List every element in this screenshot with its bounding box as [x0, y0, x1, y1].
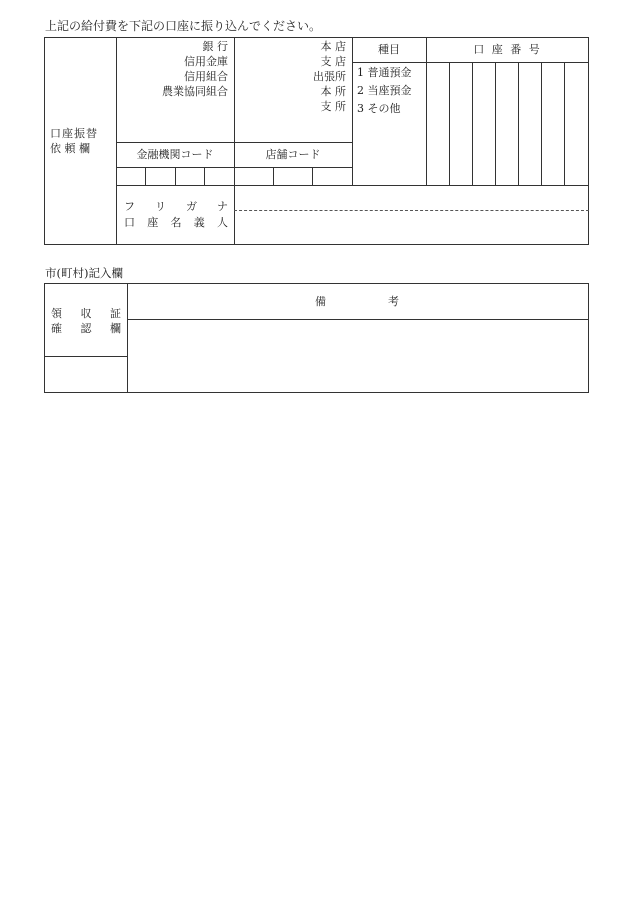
receipt-confirm-label: 確 認 欄 — [51, 322, 121, 335]
institution-type-agri-coop: 農業協同組合 — [162, 85, 228, 98]
institution-code-digit-1[interactable] — [117, 168, 145, 185]
receipt-confirm-input[interactable] — [45, 357, 127, 392]
deposit-type-other: 3 その他 — [357, 102, 401, 115]
branch-type-sub-office: 支 所 — [320, 100, 346, 113]
divider — [234, 37, 235, 185]
remarks-input[interactable] — [128, 320, 588, 392]
institution-type-credit-union: 信用組合 — [184, 70, 228, 83]
deposit-type-header: 種目 — [378, 43, 400, 56]
account-section-label: 口座振替 — [50, 127, 98, 140]
municipal-section-title: 市(町村)記入欄 — [45, 266, 123, 280]
remarks-header: 備 考 — [315, 295, 399, 308]
institution-type-bank: 銀 行 — [202, 40, 228, 53]
divider — [116, 37, 117, 245]
institution-code-digit-4[interactable] — [205, 168, 234, 185]
furigana-input[interactable] — [235, 186, 588, 210]
account-section-label-2: 依 頼 欄 — [50, 142, 90, 155]
deposit-type-current: 2 当座預金 — [357, 84, 412, 97]
divider — [352, 37, 353, 185]
account-number-digit-3[interactable] — [473, 63, 495, 184]
institution-code-label: 金融機関コード — [136, 148, 214, 161]
branch-code-digit-1[interactable] — [235, 168, 273, 185]
branch-type-branch: 支 店 — [320, 55, 346, 68]
account-holder-input[interactable] — [235, 211, 588, 244]
institution-code-digit-2[interactable] — [146, 168, 175, 185]
receipt-label: 領 収 証 — [51, 307, 121, 320]
account-number-digit-5[interactable] — [519, 63, 541, 184]
account-number-digit-1[interactable] — [427, 63, 449, 184]
branch-code-digit-2[interactable] — [274, 168, 312, 185]
branch-code-digit-3[interactable] — [313, 168, 352, 185]
furigana-label: フ リ ガ ナ — [124, 200, 228, 213]
account-number-header: 口 座 番 号 — [473, 43, 542, 56]
branch-type-head-office: 本 店 — [320, 40, 346, 53]
branch-type-sub-branch: 出張所 — [313, 70, 346, 83]
account-number-digit-7[interactable] — [565, 63, 588, 184]
branch-code-label: 店舗コード — [265, 148, 321, 161]
account-number-digit-6[interactable] — [542, 63, 564, 184]
institution-code-digit-3[interactable] — [176, 168, 204, 185]
account-number-digit-4[interactable] — [496, 63, 518, 184]
divider — [116, 142, 352, 143]
header-text: 上記の給付費を下記の口座に振り込んでください。 — [45, 19, 322, 33]
account-holder-label: 口 座 名 義 人 — [124, 216, 228, 229]
branch-type-main-office: 本 所 — [320, 85, 346, 98]
deposit-type-ordinary: 1 普通預金 — [357, 66, 412, 79]
account-number-digit-2[interactable] — [450, 63, 472, 184]
institution-type-shinkin: 信用金庫 — [184, 55, 228, 68]
